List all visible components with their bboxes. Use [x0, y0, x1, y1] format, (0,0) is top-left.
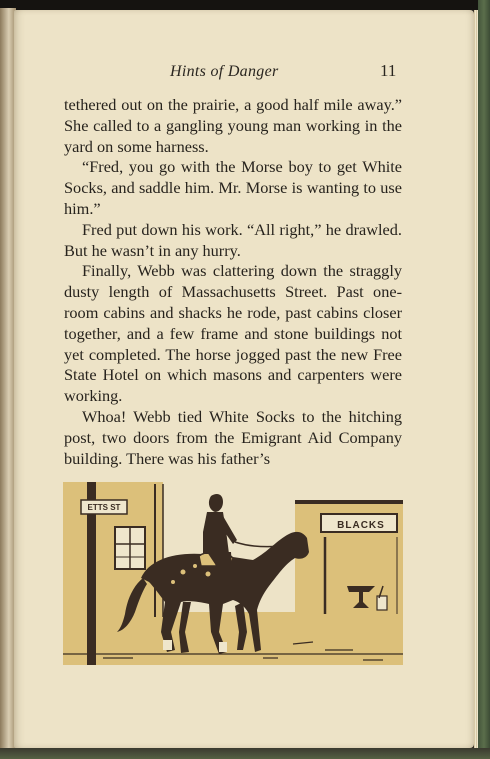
book-top-edge	[0, 0, 490, 10]
street-sign-text: ETTS ST	[87, 503, 121, 512]
running-title: Hints of Danger	[170, 63, 279, 80]
page-number: 11	[380, 61, 397, 80]
paragraph: Whoa! Webb tied White Socks to the hitching post, two doors from the Emigrant Aid Company building. There was his father’s	[64, 406, 402, 468]
paragraph: Finally, Webb was clattering down the straggly dusty length of Massachusetts Street. Past one-room cabins and shacks he rode, past cabins closer together, and a few frame and stone buildings not yet completed. The horse jogged past the new Free State Hotel on which masons and carpenters were working.	[64, 261, 402, 406]
street-scene-illustration	[63, 482, 403, 665]
body-text	[64, 95, 402, 469]
book-cover-edge	[478, 0, 490, 759]
paragraph: Fred put down his work. “All right,” he drawled. But he wasn’t in any hurry.	[64, 219, 402, 260]
book-bottom-edge	[0, 748, 490, 759]
paragraph: tethered out on the prairie, a good half mile away.” She called to a gangling young man working in the yard on some harness.	[64, 95, 402, 156]
shop-sign-text: BLACKS	[337, 520, 385, 531]
street-wash	[63, 612, 403, 665]
paragraph: “Fred, you go with the Morse boy to get White Socks, and saddle him. Mr. Morse is wanting to use him.”	[64, 157, 402, 218]
